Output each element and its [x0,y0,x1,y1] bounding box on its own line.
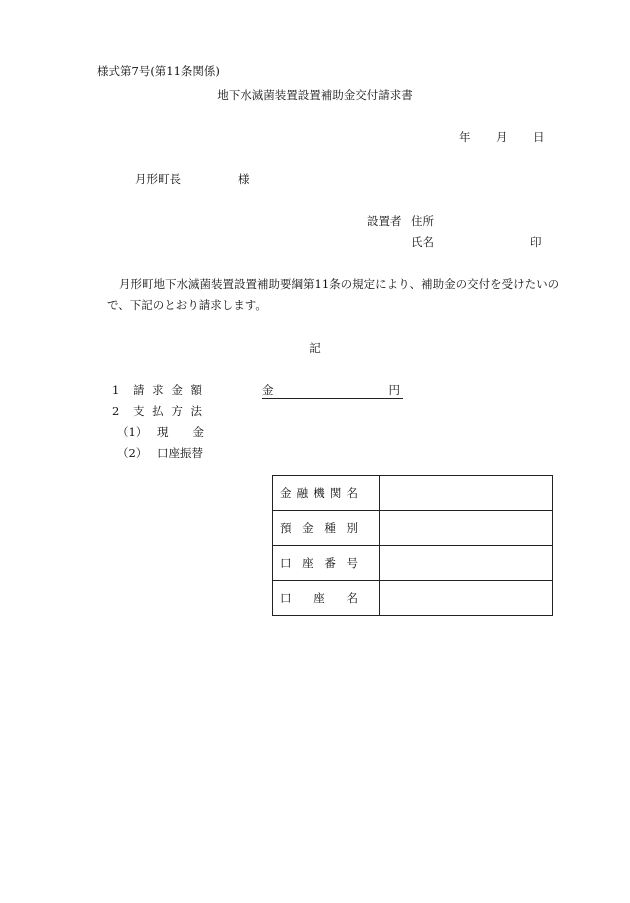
option-2-number: （2） [117,446,148,460]
seal-mark: 印 [530,235,542,249]
item-1-label-char: 額 [190,383,202,397]
item-1-label-char: 金 [171,383,183,397]
item-2-label [133,405,202,419]
account-name-field[interactable] [380,581,553,616]
label-char: 座 [302,556,314,570]
option-2-label: 口座振替 [157,446,203,460]
label-char: 番 [324,556,336,570]
label-char: 金 [302,521,314,535]
bank-name-label-cell [273,476,380,511]
item-1-label [133,384,202,398]
amount-prefix: 金 [262,383,274,397]
label-char: 機 [313,486,325,500]
label-char: 関 [329,486,342,500]
table-row [273,511,553,546]
installer-label: 設置者 [367,214,402,228]
label-char: 座 [313,591,325,605]
item-1-number: 1 [112,383,120,397]
option-1-label-char: 現 [157,425,169,439]
note-heading: 記 [309,341,321,355]
label-char: 別 [346,521,358,535]
account-number-label [280,555,358,571]
item-2-number: 2 [112,404,120,418]
deposit-type-label-cell [273,511,380,546]
table-row [273,476,553,511]
label-char: 預 [280,521,292,535]
account-name-label-cell [273,581,380,616]
date-month-label: 月 [496,130,508,144]
amount-suffix: 円 [388,383,400,397]
deposit-type-field[interactable] [380,511,553,546]
date-year-label: 年 [459,130,471,144]
body-text-line-2: で、下記のとおり請求します。 [107,298,267,312]
deposit-type-label [280,520,358,536]
item-2-label-char: 払 [152,404,164,418]
item-1-label-char: 請 [133,383,145,397]
addressee-name: 月形町長 [135,172,181,186]
label-char: 名 [346,486,358,500]
address-label: 住所 [411,214,434,228]
label-char: 号 [346,556,358,570]
label-char: 金 [280,486,292,500]
bank-account-table [272,475,553,616]
addressee-honorific: 様 [238,172,250,186]
table-row [273,546,553,581]
option-1-number: （1） [117,425,148,439]
amount-field [262,384,403,399]
option-1-label-char: 金 [192,425,204,439]
account-name-label [280,590,358,606]
item-2-label-char: 方 [171,404,183,418]
label-char: 口 [280,556,292,570]
label-char: 名 [346,591,358,605]
document-title: 地下水滅菌装置設置補助金交付請求書 [217,88,413,102]
name-label: 氏名 [411,235,434,249]
item-2-label-char: 法 [190,404,202,418]
label-char: 口 [280,591,292,605]
account-number-label-cell [273,546,380,581]
option-1-label [157,426,204,440]
form-number: 様式第7号(第11条関係) [97,64,220,78]
body-text-line-1: 月形町地下水滅菌装置設置補助要綱第11条の規定により、補助金の交付を受けたいの [119,277,560,291]
item-2-label-char: 支 [133,404,145,418]
bank-name-label [280,485,358,501]
bank-name-field[interactable] [380,476,553,511]
label-char: 融 [296,486,309,500]
label-char: 種 [324,521,336,535]
table-row [273,581,553,616]
date-day-label: 日 [533,130,545,144]
account-number-field[interactable] [380,546,553,581]
item-1-label-char: 求 [152,383,164,397]
